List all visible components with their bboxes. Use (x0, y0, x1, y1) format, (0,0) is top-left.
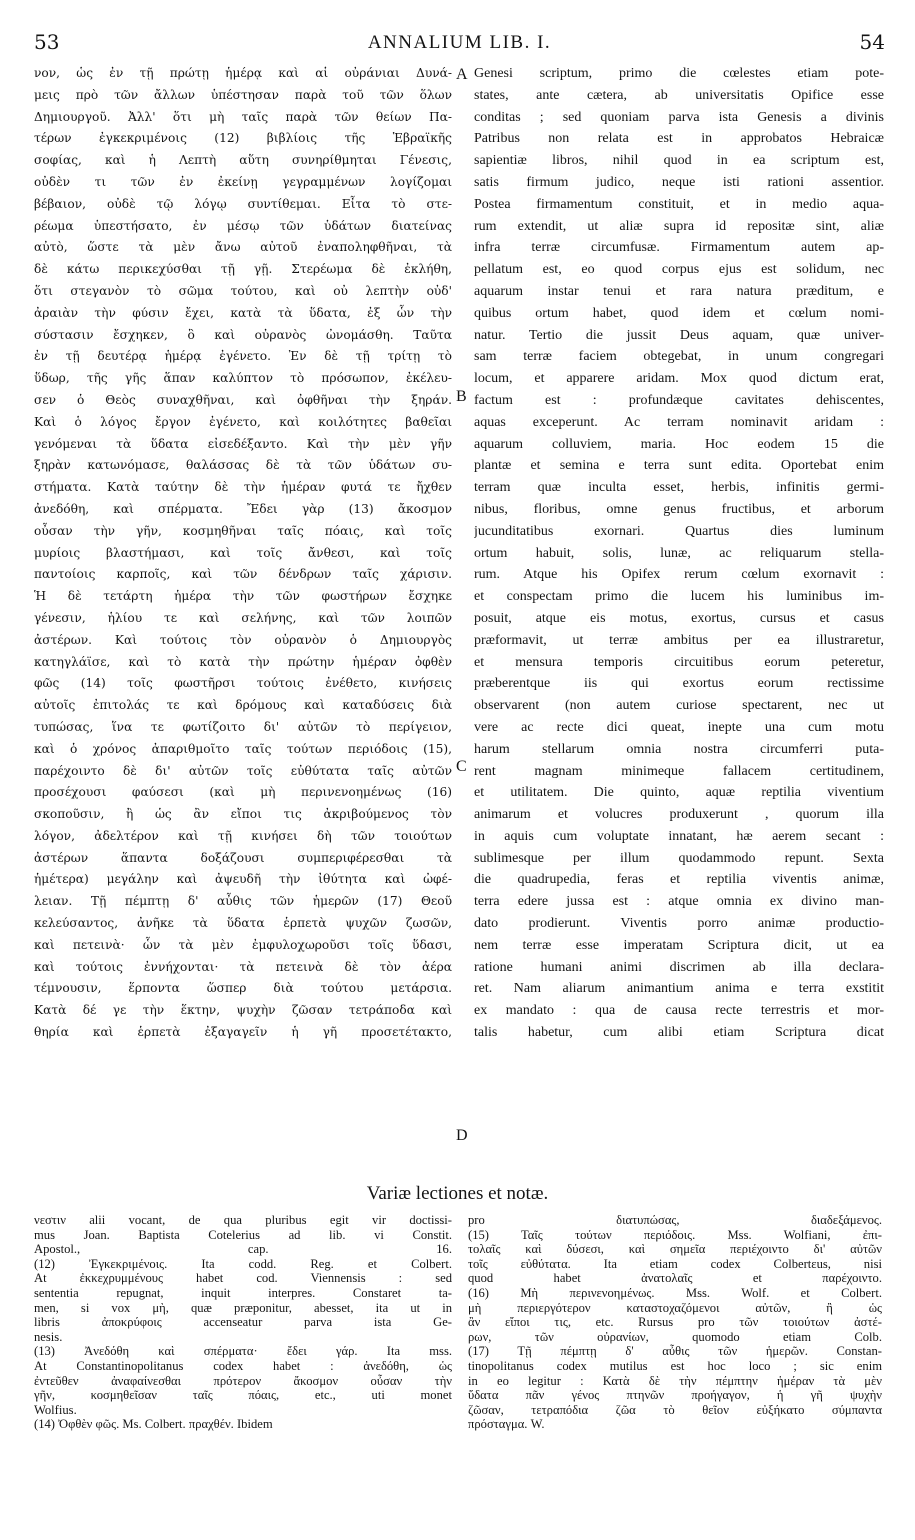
note-line-right: tinopolitanus codex mutilus est hoc loco ; sic enim (468, 1358, 882, 1373)
greek-text-line: ἐν τῇ δευτέρᾳ ἡμέρᾳ ἐγένετο. Ἐν δὲ τῇ τρίτῃ τὸ (34, 349, 452, 364)
latin-text-line: sapientiæ libros, nihil quod in ea scriptum est, (474, 153, 884, 169)
greek-text-line: οὖσαν τὴν γῆν, κοσμηθῆναι ταῖς πόαις, καὶ τοῖς (34, 523, 452, 538)
latin-text-line: sublimesque per illum quodammodo repunt. Sexta (474, 850, 884, 866)
greek-text-line: κατηγλάϊσε, καὶ τὸ κατὰ τὴν πρώτην ἡμέραν ὀφθὲν (34, 654, 452, 669)
margin-letter-c: C (456, 758, 467, 775)
latin-text-line: die quadrupedia, feras et reptilia viventis animæ, (474, 872, 884, 888)
greek-text-line: καὶ ὁ χρόνος ἀπαριθμοῖτο ταῖς τούτων περιόδοις (15), (34, 741, 452, 756)
note-line-left: mus Joan. Baptista Cotelerius ad lib. vi Constit. (34, 1227, 452, 1242)
greek-text-line: ἡμέτερα) μεγάλην καὶ ἀψευδῆ τὴν ἰθύτητα καὶ ὠφέ- (34, 872, 452, 887)
latin-text-line: Genesi scriptum, primo die cœlestes etiam pote- (474, 66, 884, 81)
latin-text-line: plantæ et semina e terra sunt edita. Oportebat enim (474, 458, 884, 474)
greek-text-line: ἀραιὰν τὴν φύσιν ἔχει, κατὰ τὰ ὕδατα, ἐξ ὧν τὴν (34, 305, 452, 320)
running-title: ANNALIUM LIB. I. (367, 32, 552, 53)
greek-text-line: λόγον, ἀδελτέρον καὶ τῇ κινήσει δὴ τῶν τοιούτων (34, 828, 452, 843)
note-line-right: in eo legitur : Κατὰ δὲ τὴν πέμπτην ἡμέραν τὰ μὲν (468, 1373, 882, 1388)
latin-text-line: talis habetur, cum alibi etiam Scriptura dicat (474, 1025, 884, 1041)
latin-text-line: jucunditatibus exornari. Quartus dies luminum (474, 523, 884, 539)
greek-text-line: βέβαιον, οὐδὲ τῷ λόγῳ συντίθεμαι. Εἶτα τὸ στε- (34, 196, 452, 211)
notes-title: Variæ lectiones et notæ. (366, 1183, 549, 1204)
greek-text-line: καὶ τούτοις ἐννήχονται· τὰ πετεινὰ δὲ τὸν ἀέρα (34, 959, 452, 974)
greek-text-line: Ἡ δὲ τετάρτη ἡμέρα τὴν τῶν φωστήρων ἔσχηκε (34, 589, 452, 604)
latin-text-line: conditas ; sed quoniam parva ista Genesis a divinis (474, 109, 884, 125)
greek-text-column (34, 63, 452, 1044)
greek-text-line: αὐτοῖς ἐπιτολάς τε καὶ δρόμους καὶ καταδύσεις διὰ (34, 698, 452, 713)
greek-text-line: Καὶ ὁ λόγος ἔργον ἐγένετο, καὶ κοιλότητες βαθεῖαι (34, 414, 452, 429)
greek-text-line: τυπώσας, ἵνα τε φωτίζοιτο δι' αὐτῶν τὸ περίγειον, (34, 719, 452, 734)
latin-text-line: states, ante cætera, ab universitatis Opifice esse (474, 87, 884, 103)
greek-text-line: κελεύσαντος, ἀνῆκε τὰ ὕδατα ἑρπετὰ ψυχῶν ζωσῶν, (34, 916, 452, 931)
margin-letter-d: D (456, 1127, 468, 1144)
latin-text-line: et mensura temporis circuitibus eorum peteretur, (474, 654, 884, 670)
latin-text-line: terra edere jussa est : atque omnia ex divino man- (474, 894, 884, 910)
greek-text-line: τέρων ἐγκεκριμένοις (12) βιβλίοις τῆς Ἑβραϊκῆς (34, 131, 452, 146)
note-line-left: sententia repugnat, inquit interpres. Constaret ta- (34, 1285, 452, 1300)
latin-text-line: aquas exceperunt. Ac terram nominavit aridam : (474, 414, 884, 430)
greek-text-line: προσέχουσι φαύσεσι (καὶ μὴ περινενοημένως (16) (34, 785, 452, 800)
note-line-left: libris ἀποκρύφοις accenseatur parva ista Ge- (34, 1315, 452, 1330)
latin-text-line: rent magnam minimeque fallacem certitudinem, (474, 763, 884, 779)
greek-text-line: νον, ὡς ἐν τῇ πρώτῃ ἡμέρᾳ καὶ αἱ οὐράνιαι Δυνά- (34, 66, 452, 80)
latin-text-line: harum stellarum omnia nostra circumferri puta- (474, 741, 884, 757)
greek-text-line: Κατὰ δέ γε τὴν ἕκτην, ψυχὴν ζῶσαν τετράποδα καὶ (34, 1003, 452, 1018)
greek-text-line: οὐδὲν τι τῶν ἐν ἐκείνῃ γεγραμμένων λογίζομαι (34, 174, 452, 189)
greek-text-line: καὶ πετεινὰ· ὧν τὰ μὲν ἐμφυλοχωροῦσι τοῖς ὕδασι, (34, 937, 452, 952)
note-line-right: (17) Τῇ πέμπτῃ δ' αὖθις τῶν ἡμερῶν. Constan- (468, 1344, 882, 1359)
latin-text-line: aquarum instar tenui et rara natura præditum, e (474, 283, 884, 299)
latin-text-column (474, 63, 884, 1044)
latin-text-line: vere ac recte dici queat, inepte una cum motu (474, 719, 884, 735)
greek-text-line: Δημιουργοῦ. Ἀλλ' ὅτι μὴ ταῖς παρὰ τῶν θείων Πα- (34, 109, 452, 124)
latin-text-line: natur. Tertio die jussit Deus aquam, quæ univer- (474, 327, 884, 343)
greek-text-line: λειαν. Τῇ πέμπτῃ δ' αὖθις τῶν ἡμερῶν (17) Θεοῦ (34, 894, 452, 909)
greek-text-line: σεν ὁ Θεὸς συναχθῆναι, καὶ ὀφθῆναι τὴν ξηράν. (34, 392, 452, 407)
notes-left-column (34, 1213, 452, 1432)
latin-text-line: præformavit, ut terræ ambitus per ea illustraretur, (474, 632, 884, 648)
greek-text-line: δὲ κάτω περικεχύσθαι τῇ γῇ. Στερέωμα δὲ ἐκλήθη, (34, 262, 452, 277)
latin-text-line: infra terræ circumfusæ. Firmamentum autem ap- (474, 240, 884, 256)
note-line-right: pro διατυπώσας, διαδεξάμενος. (468, 1213, 882, 1227)
latin-text-line: Postea firmamentum constituit, et in medio aqua- (474, 196, 884, 212)
note-line-right: μὴ περιεργότερον καταστοχαζόμενοι αὐτῶν, ἢ ὡς (468, 1300, 882, 1315)
latin-text-line: animarum et volucres produxerunt , quorum illa (474, 807, 884, 823)
page-number-left: 53 (34, 30, 60, 54)
greek-text-line: θηρία καὶ ἑρπετὰ ἐξαγαγεῖν ἡ γῆ προσετέτακτο, (34, 1025, 452, 1040)
greek-text-line: σοφίας, καὶ ἡ Λεπτὴ αὕτη συνηρίθμηται Γένεσις, (34, 153, 452, 168)
latin-text-line: pellatum est, eo quod corpus ejus est solidum, nec (474, 262, 884, 278)
greek-text-line: τέμνουσιν, ἕρποντα ὥσπερ διὰ τούτου μετάρσια. (34, 981, 452, 996)
note-line-right: (16) Μὴ περινενοημένως. Mss. Wolf. et Colbert. (468, 1285, 882, 1300)
latin-text-line: nibus, floribus, omne genus fructibus, et arborum (474, 501, 884, 517)
note-line-left: Wolfius. (34, 1402, 77, 1417)
greek-text-line: σκοποῦσιν, ἢ ὡς ἂν εἴποι τις ἀκριβούμενος τὸν (34, 807, 452, 822)
greek-text-line: ἀστέρων ἅπαντα δοξάζουσι συμπεριφέρεσθαι τὰ (34, 850, 452, 865)
latin-text-line: rum extendit, ut aliæ supra id repositæ sint, aliæ (474, 218, 884, 234)
latin-text-line: dato prodierunt. Viventis porro animæ productio- (474, 916, 884, 932)
latin-text-line: satis firmum judico, neque isti rationi assentior. (474, 174, 884, 190)
page-number-right: 54 (859, 30, 885, 54)
margin-letter-a: A (456, 66, 468, 83)
page-header (34, 30, 885, 60)
latin-text-line: et utilitatem. Die quinto, aquæ reptilia viventium (474, 785, 884, 801)
latin-text-line: ratione humani animi discrimen ab illa declara- (474, 959, 884, 975)
latin-text-line: et conspectam primo die lucem his luminibus im- (474, 589, 884, 605)
latin-text-line: rum. Atque his Opifex rerum cœlum exornavit : (474, 567, 884, 583)
latin-text-line: aquarum colluviem, maria. Hoc eodem 15 die (474, 436, 884, 452)
latin-text-line: locum, et apparere aridam. Mox quod dictum erat, (474, 371, 884, 387)
greek-text-line: γενόμεναι τὰ ὕδατα εἰσεδέξαντο. Καὶ τὴν μὲν γῆν (34, 436, 452, 451)
greek-text-line: ἀνεδόθη, καὶ σπέρματα. Ἔδει γὰρ (13) ἄκοσμον (34, 501, 452, 516)
latin-text-line: præberentque iis qui exortus eorum rectissime (474, 676, 884, 692)
note-line-left: At Constantinopolitanus codex habet : ἀνεδόθη, ὡς (34, 1358, 452, 1373)
greek-text-line: στήματα. Κατὰ ταύτην δὲ τὴν ἡμέραν φυτά τε ἤχθεν (34, 480, 452, 495)
greek-text-line: ἀστέρων. Καὶ τούτοις τὸν οὐρανὸν ὁ Δημιουργὸς (34, 632, 452, 647)
greek-text-line: σύστασιν ἔσχηκεν, ὃ καὶ οὐρανὸς ὠνομάσθη. Ταῦτα (34, 327, 452, 342)
notes-right-column (468, 1213, 882, 1432)
note-line-left: Apostol., cap. 16. (34, 1242, 452, 1257)
latin-text-line: ortum habuit, solis, lunæ, ac reliquarum stella- (474, 545, 884, 561)
note-line-right: (15) Ταῖς τούτων περιόδοις. Mss. Wolfiani, ἐπι- (468, 1227, 882, 1242)
note-line-left: At ἐκκεχρυμμένους habet cod. Viennensis : sed (34, 1271, 452, 1286)
note-line-right: ζῶσαν, τετραπόδια ζῶα τὸ θεῖον εὐξήκατο σύμπαντα (468, 1402, 882, 1417)
note-line-left: ἐντεῦθεν ἀναφαίνεσθαι πρότερον ἄκοσμον οὖσαν τὴν (34, 1373, 452, 1388)
greek-text-line: ὅτι στεγανὸν τὸ σῶμα τούτου, καὶ οὐ λεπτὴν οὐδ' (34, 283, 452, 298)
note-line-right: τολαῖς καὶ δύσεσι, καὶ σημεῖα περιέχοιντο δι' αὐτῶν (468, 1242, 882, 1257)
latin-text-line: in aquis cum voluptate innatant, hæ aerem secant : (474, 828, 884, 844)
greek-text-line: μεις πρὸ τῶν ἄλλων ὑπέστησαν παρὰ τοῦ τῶν ὅλων (34, 87, 452, 102)
latin-text-line: posuit, atque eis motus, exortus, cursus et casus (474, 610, 884, 626)
note-line-left: νεστιν alii vocant, de qua pluribus egit vir doctissi- (34, 1213, 452, 1227)
latin-text-line: sam terræ faciem obtegebat, in unum congregari (474, 349, 884, 365)
note-line-left: γῆν, κοσμηθεῖσαν ταῖς πόαις, etc., uti monet (34, 1388, 452, 1403)
note-line-right: ὕδατα πᾶν γένος πτηνῶν προήγαγον, ἡ γῆ ψυχὴν (468, 1388, 882, 1403)
note-line-right: πρόσταγμα. W. (468, 1417, 545, 1432)
latin-text-line: terram quæ inculta esset, herbis, infinitis germi- (474, 480, 884, 496)
greek-text-line: ὕδωρ, τῆς γῆς ἅπαν καλύπτον τὸ πρόσωπον, ἐκέλευ- (34, 371, 452, 386)
latin-text-line: Patribus non relata est in approbatos Hebraicæ (474, 131, 884, 147)
latin-text-line: observarent (non autem curiose spectarent, nec ut (474, 698, 884, 714)
greek-text-line: παντοίοις καρποῖς, καὶ τῶν δένδρων ταῖς χάρισιν. (34, 567, 452, 582)
margin-letter-b: B (456, 388, 467, 405)
latin-text-line: nem terræ esse imperatam Scriptura dicit, ut ea (474, 937, 884, 953)
note-line-right: quod habet ἀνατολαῖς et παρέχοιντο. (468, 1271, 882, 1286)
latin-text-line: ex mandato : qua de causa recte terrestris et mor- (474, 1003, 884, 1019)
greek-text-line: γένεσιν, ἡλίου τε καὶ σελήνης, καὶ τῶν λοιπῶν (34, 610, 452, 625)
greek-text-line: αὐτὸ, ὥστε τὰ μὲν ἄνω αὐτοῦ ἐναποληφθῆναι, τὰ (34, 240, 452, 255)
note-line-left: (14) Ὀφθὲν φῶς. Ms. Colbert. πραχθέν. Ibidem (34, 1417, 273, 1432)
note-line-right: ἂν εἴποι τις, etc. Rursus pro τῶν τοιούτων ἀστέ- (468, 1315, 882, 1330)
note-line-left: men, si vox μὴ, quæ præponitur, abesset, ita ut in (34, 1300, 452, 1315)
latin-text-line: ret. Nam aliarum animantium anima e terra exstitit (474, 981, 884, 997)
greek-text-line: φῶς (14) τοῖς φωστῆρσι τούτοις ἐνέθετο, κινήσεις (34, 676, 452, 691)
greek-text-line: ξηρὰν κατωνόμασε, θαλάσσας δὲ τὰ τῶν ὑδάτων συ- (34, 458, 452, 473)
greek-text-line: ρέωμα ὑπεστήσατο, ἐν μέσῳ τῶν ὑδάτων διατείνας (34, 218, 452, 233)
latin-text-line: quibus ortum habet, quod idem et cœlum nomi- (474, 305, 884, 321)
note-line-left: (13) Ἀνεδόθη καὶ σπέρματα· ἔδει γάρ. Ita mss. (34, 1344, 452, 1359)
note-line-left: nesis. (34, 1329, 63, 1344)
note-line-right: ρων, τῶν οὐρανίων, quomodo etiam Colb. (468, 1329, 882, 1344)
latin-text-line: factum est : profundæque cavitates dehiscentes, (474, 392, 884, 408)
note-line-left: (12) Ἐγκεκριμένοις. Ita codd. Reg. et Colbert. (34, 1256, 452, 1271)
greek-text-line: παρέχοιντο δὲ δι' αὐτῶν τοῖς εὐθύτατα ταῖς αὐτῶν (34, 763, 452, 778)
note-line-right: τοῖς εὐθύτατα. Ita etiam codex Colbertεus, nisi (468, 1256, 882, 1271)
greek-text-line: μυρίοις βλαστήμασι, καὶ τοῖς ἄνθεσι, καὶ τοῖς (34, 545, 452, 560)
